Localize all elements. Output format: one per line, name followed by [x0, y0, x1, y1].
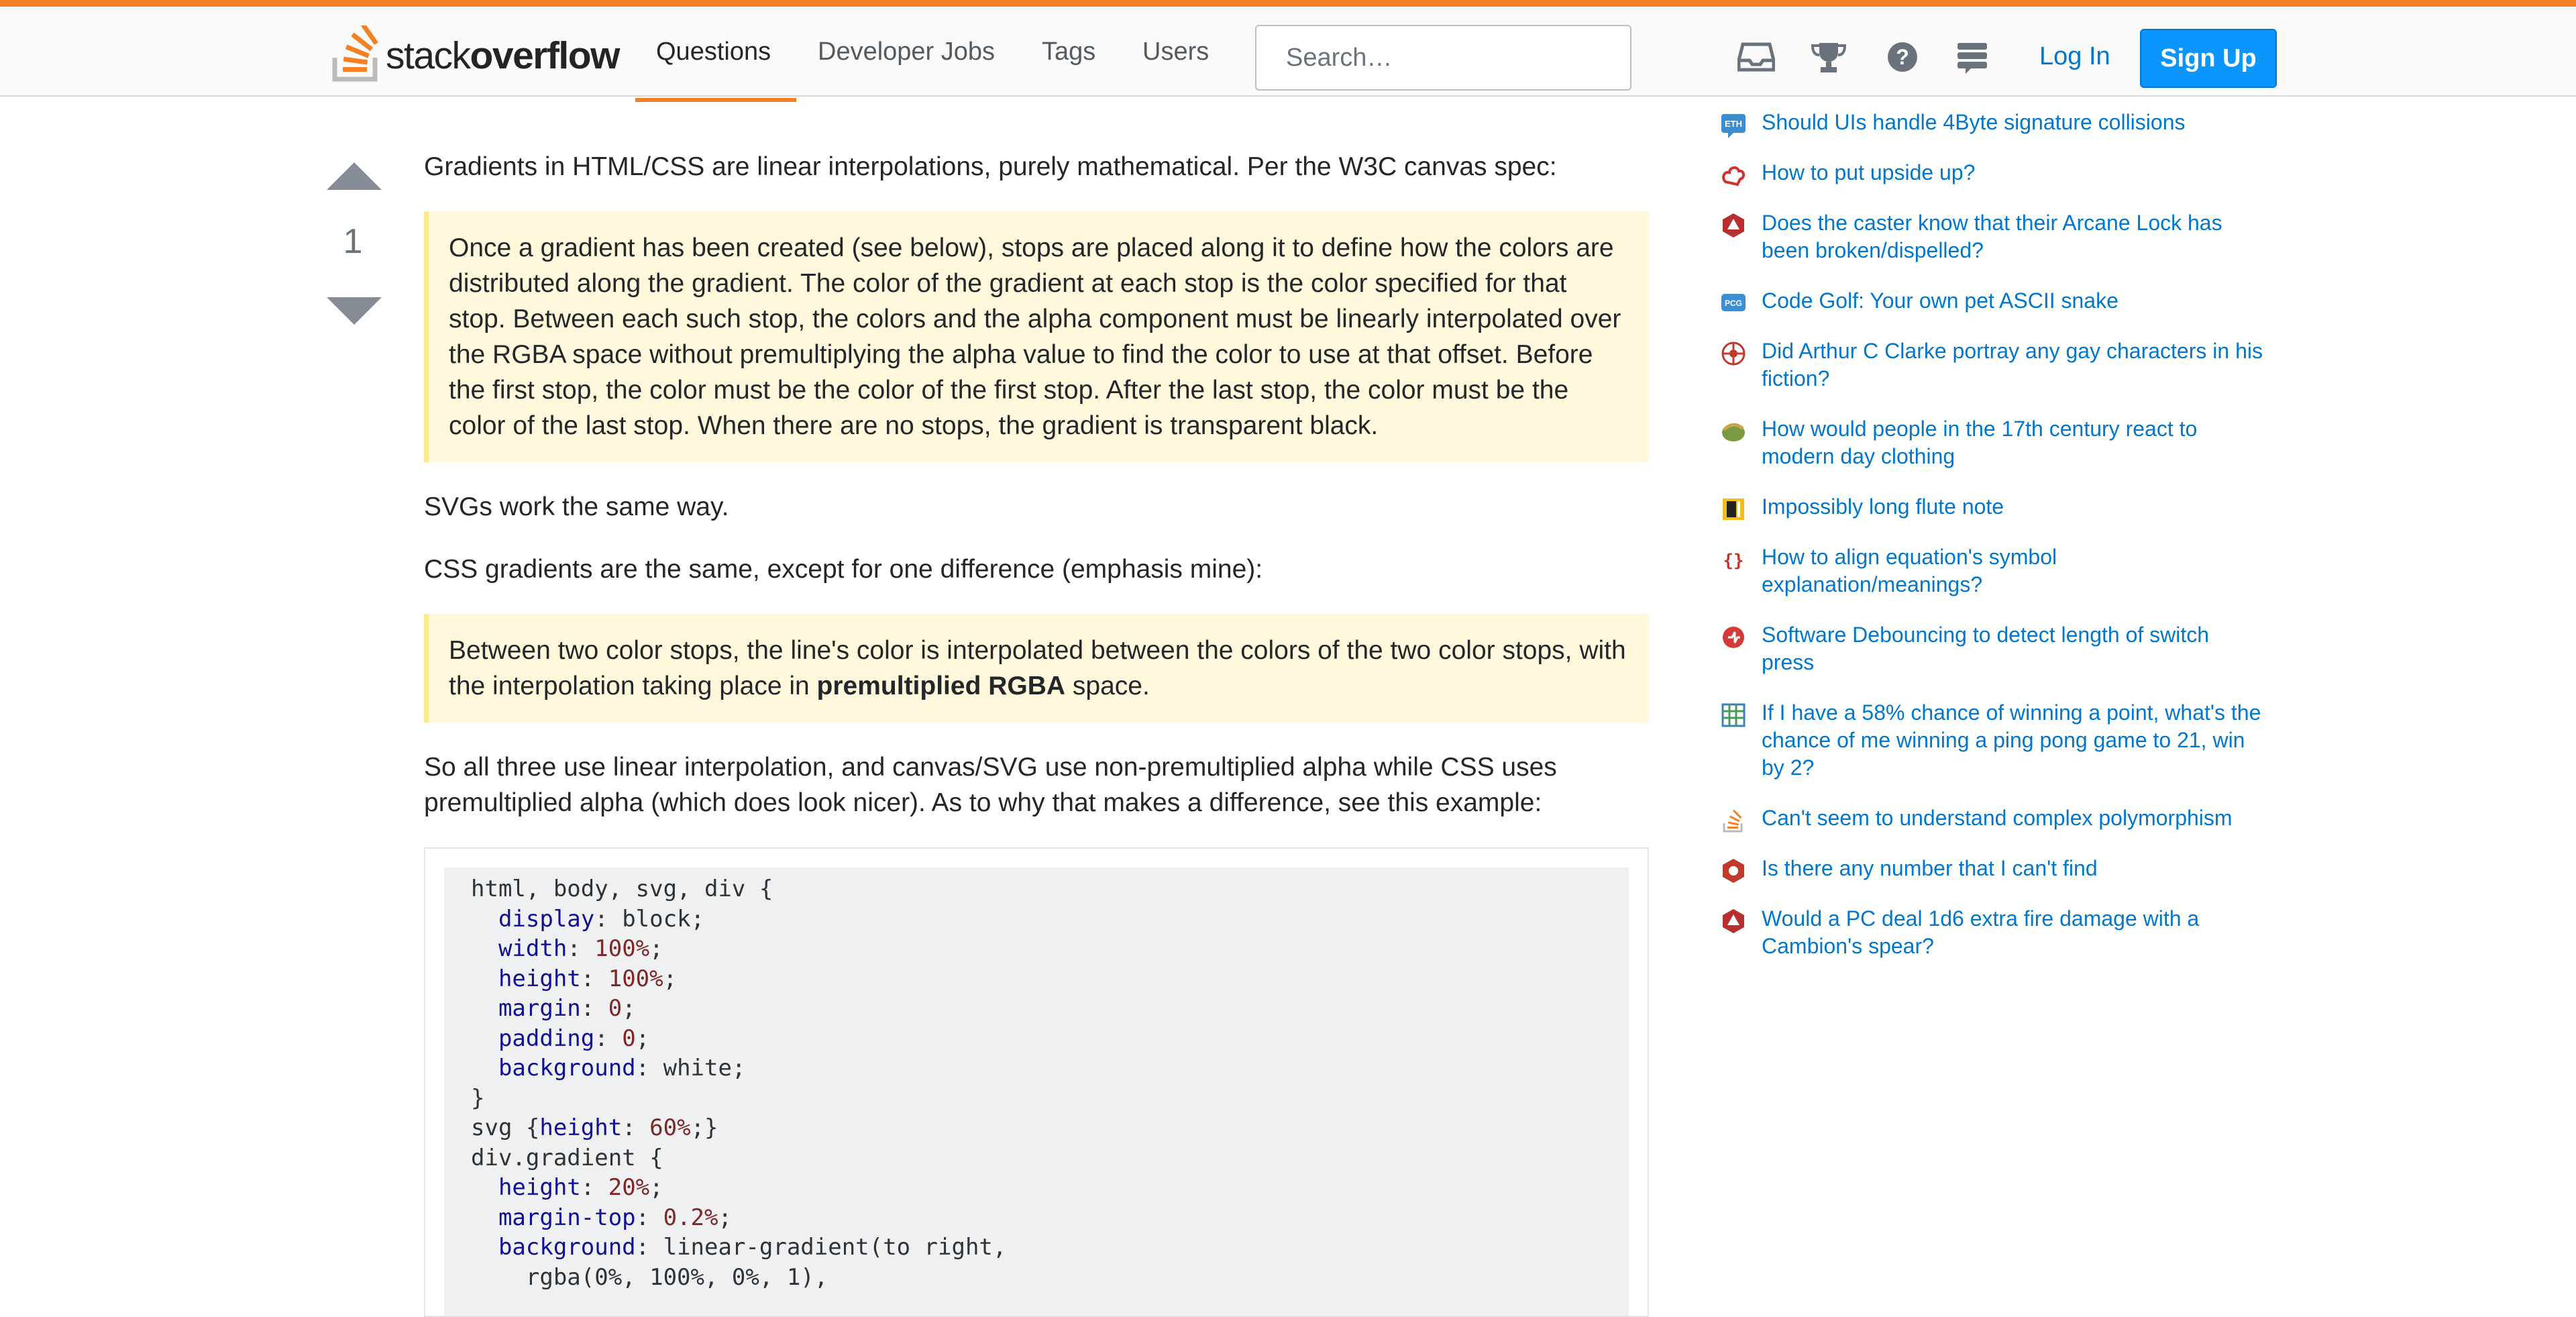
hnq-item[interactable]: Is there any number that I can't find	[1717, 855, 2267, 882]
quote-canvas-text: Once a gradient has been created (see below), stops are placed along it to define how the colors are distributed along the gradient. The color of the gradient at each stop is the color specified for that stop. Between each such stop, the colors and the alpha component must be linearly interpolated over the RGBA space without premultiplying the alpha value to find the color to use at that offset. Before the first stop, the color must be the color of the first stop. After the last stop, the color must be the color of the last stop. When there are no stops, the gradient is transparent black.	[449, 233, 1621, 440]
downvote-button[interactable]	[327, 297, 382, 325]
hnq-item[interactable]: Software Debouncing to detect length of switch press	[1717, 621, 2267, 676]
tex-site-icon	[1720, 546, 1747, 573]
hnq-item[interactable]: PCG Code Golf: Your own pet ASCII snake	[1717, 287, 2267, 315]
nav-tags[interactable]: Tags	[1042, 38, 1096, 66]
vote-count: 1	[343, 222, 363, 261]
svg-note: SVGs work the same way.	[424, 492, 729, 521]
hnq-item[interactable]: Did Arthur C Clarke portray any gay characters in his fiction?	[1717, 337, 2267, 392]
css-note: CSS gradients are the same, except for one difference (emphasis mine):	[424, 555, 1263, 584]
nav-developer-jobs[interactable]: Developer Jobs	[818, 38, 996, 66]
stack-logo-icon	[332, 25, 380, 82]
svg-text:ETH: ETH	[1725, 119, 1742, 129]
music-site-icon	[1720, 496, 1747, 523]
hnq-item[interactable]: Would a PC deal 1d6 extra fire damage with a Cambion's spear?	[1717, 905, 2267, 960]
hnq-item[interactable]: {} How to align equation's symbol explanation/meanings?	[1717, 543, 2267, 598]
hnq-item[interactable]: How would people in the 17th century react to modern day clothing	[1717, 415, 2267, 470]
inbox-icon[interactable]	[1737, 40, 1775, 74]
ethereum-site-icon	[1720, 111, 1747, 138]
code-snippet	[424, 847, 1649, 1317]
hnq-item[interactable]: ETH Should UIs handle 4Byte signature collisions	[1717, 109, 2267, 136]
mathoverflow-site-icon	[1720, 857, 1747, 884]
hnq-item[interactable]: Does the caster know that their Arcane Lock has been broken/dispelled?	[1717, 209, 2267, 264]
login-link[interactable]: Log In	[2039, 42, 2110, 70]
code-block[interactable]: html, body, svg, div { display: block; width: 100%; height: 100%; margin: 0; padding: 0; background: white; } svg {height: 60%;} div.gradient { height: 20%; margin-top: 0.2%; background: linear-gradient(to right, rgba(0%, 100%, 0%, 1),	[444, 867, 1629, 1317]
achievements-trophy-icon[interactable]	[1810, 40, 1847, 74]
puzzling-site-icon	[1720, 162, 1747, 189]
blockquote-css-spec	[424, 614, 1649, 723]
upvote-button[interactable]	[327, 162, 382, 190]
rpg-site-icon	[1720, 212, 1747, 239]
worldbuilding-site-icon	[1720, 418, 1747, 445]
nav-questions[interactable]: Questions	[656, 38, 771, 66]
blockquote-canvas-spec	[424, 211, 1649, 462]
active-tab-indicator	[635, 98, 796, 102]
answer-body	[424, 149, 1649, 1317]
signup-button[interactable]: Sign Up	[2140, 29, 2277, 88]
stack-exchange-menu-icon[interactable]	[1953, 40, 1991, 74]
top-bar	[0, 0, 2576, 97]
stackoverflow-site-icon	[1720, 807, 1747, 834]
svg-text:PCG: PCG	[1724, 299, 1743, 308]
help-icon[interactable]	[1884, 40, 1921, 74]
hnq-item[interactable]: How to put upside up?	[1717, 159, 2267, 187]
answer-intro: Gradients in HTML/CSS are linear interpolations, purely mathematical. Per the W3C canvas spec:	[424, 152, 1557, 181]
nav-users[interactable]: Users	[1142, 38, 1210, 66]
math-site-icon	[1720, 702, 1747, 729]
rpg-site-icon	[1720, 908, 1747, 935]
hnq-item[interactable]: Can't seem to understand complex polymorphism	[1717, 804, 2267, 832]
svg-text:?: ?	[1896, 45, 1909, 69]
scifi-site-icon	[1720, 340, 1747, 367]
hnq-item[interactable]: If I have a 58% chance of winning a point, what's the chance of me winning a ping pong game to 21, win by 2?	[1717, 699, 2267, 782]
answer-conclusion: So all three use linear interpolation, and canvas/SVG use non-premultiplied alpha while CSS uses premultiplied alpha (which does look nicer). As to why that makes a difference, see this example:	[424, 753, 1557, 817]
hot-network-questions	[1717, 109, 2267, 983]
quote-css-text: Between two color stops, the line's color is interpolated between the colors of the two color stops, with the interpolation taking place in premultiplied RGBA space.	[449, 636, 1626, 700]
svg-text:{}: {}	[1723, 551, 1744, 571]
emphasis-premultiplied: premultiplied RGBA	[816, 672, 1066, 700]
codegolf-site-icon	[1720, 290, 1747, 317]
hnq-item[interactable]: Impossibly long flute note	[1717, 493, 2267, 521]
logo-wordmark: stackoverflow	[386, 34, 619, 77]
search-input[interactable]	[1255, 25, 1631, 91]
electronics-site-icon	[1720, 624, 1747, 651]
